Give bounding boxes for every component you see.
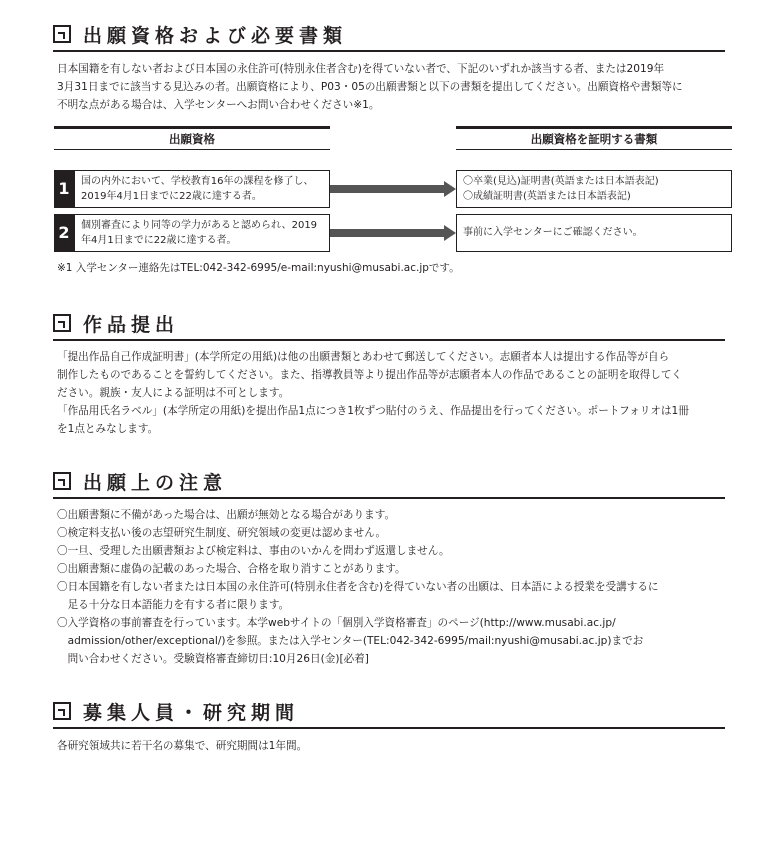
documents-cell [456, 170, 732, 208]
list-item: 〇出願書類に不備があった場合は、出願が無効となる場合があります。 [57, 509, 396, 521]
table-header-qualification: 出願資格 [54, 126, 330, 150]
section-marker-icon [53, 25, 71, 43]
footnote: ※1 入学センター連絡先はTEL:042-342-6995/e-mail:nyushi@musabi.ac.jpです。 [57, 262, 460, 274]
section-title: 募集人員・研究期間 [83, 702, 300, 724]
section-header-submission [53, 313, 725, 341]
section-title: 出願上の注意 [83, 472, 228, 494]
list-item: 〇日本国籍を有しない者または日本国の永住許可(特別永住者を含む)を得ていない者の出願は、日本語による授業を受講するに [57, 581, 659, 593]
section-header-notes [53, 471, 725, 499]
arrow-line [330, 229, 446, 237]
body-line: ださい。親族・友人による証明は不可とします。 [57, 387, 290, 399]
section-header-recruitment [53, 701, 725, 729]
condition-cell [74, 170, 330, 208]
section-title: 作品提出 [83, 314, 180, 336]
arrow-line [330, 185, 446, 193]
body-line: 「提出作品自己作成証明書」(本学所定の用紙)は他の出願書類とあわせて郵送してください。志願者本人は提出する作品等が自ら [57, 351, 670, 363]
list-item: admission/other/exceptional/)を参照。または入学センター(TEL:042-342-6995/mail:nyushi@musabi.ac.jp)までお [57, 635, 644, 647]
row-number: 2 [54, 214, 74, 252]
documents-cell [456, 214, 732, 252]
document-line: 〇成績証明書(英語または日本語表記) [463, 191, 631, 202]
list-item: 〇入学資格の事前審査を行っています。本学webサイトの「個別入学資格審査」のページ(http://www.musabi.ac.jp/ [57, 617, 616, 629]
document-line: 〇卒業(見込)証明書(英語または日本語表記) [463, 176, 659, 187]
condition-line: 年4月1日までに22歳に達する者。 [81, 235, 237, 246]
intro-line: 不明な点がある場合は、入学センターへお問い合わせください※1。 [57, 99, 380, 111]
section-title: 出願資格および必要書類 [83, 25, 348, 47]
submission-body [57, 348, 735, 438]
section-marker-icon [53, 314, 71, 332]
section-header-qualifications [53, 24, 725, 52]
list-item: 足る十分な日本語能力を有する者に限ります。 [57, 599, 290, 611]
table-header-documents: 出願資格を証明する書類 [456, 126, 732, 150]
condition-line: 個別審査により同等の学力があると認められ、2019 [81, 220, 318, 231]
body-line: 制作したものであることを誓約してください。また、指導教員等より提出作品等が志願者本人の作品であることの証明を取得してく [57, 369, 683, 381]
condition-cell [74, 214, 330, 252]
arrow-right-icon [444, 181, 456, 197]
intro-line: 3月31日までに該当する見込みの者。出願資格により、P03・05の出願書類と以下の書類を提出してください。出願資格や書類等に [57, 81, 683, 93]
document-line: 事前に入学センターにご確認ください。 [463, 227, 643, 238]
section-marker-icon [53, 702, 71, 720]
row-number: 1 [54, 170, 74, 208]
body-line: を1点とみなします。 [57, 423, 159, 435]
list-item: 〇一旦、受理した出願書類および検定料は、事由のいかんを問わず返還しません。 [57, 545, 450, 557]
list-item: 〇検定料支払い後の志望研究生制度、研究領域の変更は認めません。 [57, 527, 387, 539]
section-marker-icon [53, 472, 71, 490]
intro-line: 日本国籍を有しない者および日本国の永住許可(特別永住者含む)を得ていない者で、下記のいずれか該当する者、または2019年 [57, 63, 665, 75]
list-item: 〇出願書類に虚偽の記載のあった場合、合格を取り消すことがあります。 [57, 563, 406, 575]
body-line: 「作品用氏名ラベル」(本学所定の用紙)を提出作品1点につき1枚ずつ貼付のうえ、作品提出を行ってください。ポートフォリオは1冊 [57, 405, 689, 417]
condition-line: 2019年4月1日までに22歳に達する者。 [81, 191, 262, 202]
recruitment-text: 各研究領域共に若干名の募集で、研究期間は1年間。 [57, 740, 308, 752]
condition-line: 国の内外において、学校教育16年の課程を修了し、 [81, 176, 314, 187]
qualifications-intro [57, 60, 735, 114]
notes-list [57, 506, 735, 668]
arrow-right-icon [444, 225, 456, 241]
list-item: 問い合わせください。受験資格審査締切日:10月26日(金)[必着] [57, 653, 369, 665]
